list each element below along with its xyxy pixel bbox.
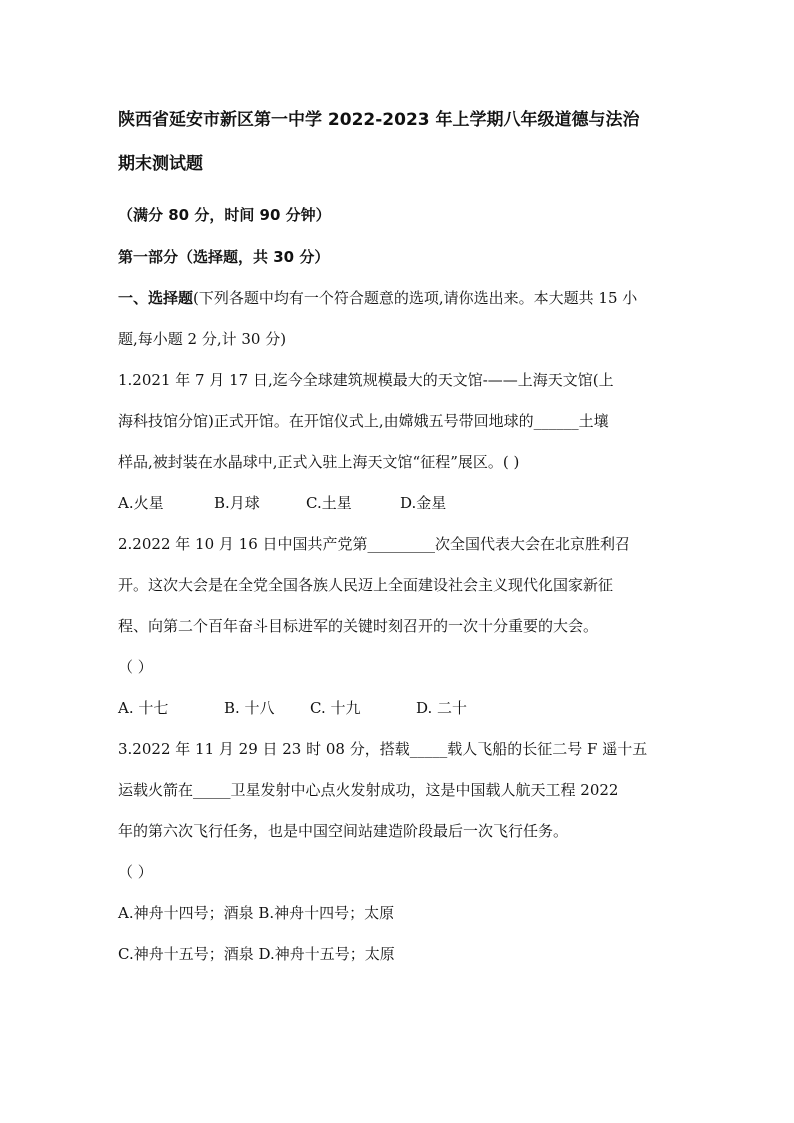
- question-3-options-row-2: C.神舟十五号；酒泉 D.神舟十五号；太原: [118, 945, 395, 963]
- question-3-line-3: 年的第六次飞行任务，也是中国空间站建造阶段最后一次飞行任务。: [118, 822, 569, 840]
- instruction-text-2: 题,每小题 2 分,计 30 分): [118, 330, 287, 348]
- question-2-option-c: C. 十九: [310, 699, 361, 717]
- question-1-option-d: D.金星: [400, 494, 447, 512]
- question-2-option-b: B. 十八: [224, 699, 275, 717]
- question-3-options-row-1: A.神舟十四号；酒泉 B.神舟十四号；太原: [118, 904, 395, 922]
- question-1-line-1: 1.2021 年 7 月 17 日,迄今全球建筑规模最大的天文馆-——上海天文馆(上: [118, 371, 614, 389]
- section-label: 一、选择题: [118, 289, 194, 307]
- question-2-line-1: 2.2022 年 10 月 16 日中国共产党第_________次全国代表大会在北京胜利召: [118, 535, 631, 553]
- question-2-options: [118, 688, 678, 729]
- question-3: [118, 729, 678, 893]
- question-1-options: [118, 483, 678, 524]
- doc-title-line-2: 期末测试题: [118, 154, 203, 174]
- question-2-line-3: 程、向第二个百年奋斗目标进军的关键时刻召开的一次十分重要的大会。: [118, 617, 599, 635]
- question-1: [118, 360, 678, 483]
- question-3-line-2: 运载火箭在_____卫星发射中心点火发射成功，这是中国载人航天工程 2022: [118, 781, 619, 799]
- doc-title-line-1: 陕西省延安市新区第一中学 2022-2023 年上学期八年级道德与法治: [118, 110, 640, 130]
- question-1-option-b: B.月球: [214, 494, 260, 512]
- score-note: （满分 80 分，时间 90 分钟）: [118, 206, 331, 224]
- instruction-text-1: (下列各题中均有一个符合题意的选项,请你选出来。本大题共 15 小: [193, 289, 638, 307]
- document-page: [118, 98, 678, 975]
- question-2-line-2: 开。这次大会是在全党全国各族人民迈上全面建设社会主义现代化国家新征: [118, 576, 614, 594]
- question-3-line-4: （ ）: [118, 863, 153, 881]
- question-1-option-c: C.土星: [306, 494, 352, 512]
- question-1-line-3: 样品,被封装在水晶球中,正式入驻上海天文馆“征程”展区。( ): [118, 453, 520, 471]
- question-1-option-a: A.火星: [118, 494, 164, 512]
- section-instructions: [118, 278, 678, 360]
- question-2-line-4: （ ）: [118, 658, 153, 676]
- part-heading: 第一部分（选择题，共 30 分）: [118, 248, 330, 266]
- question-1-line-2: 海科技馆分馆)正式开馆。在开馆仪式上,由嫦娥五号带回地球的______土壤: [118, 412, 609, 430]
- question-2: [118, 524, 678, 688]
- question-3-line-1: 3.2022 年 11 月 29 日 23 时 08 分，搭载_____载人飞船的长征二号 F 遥十五: [118, 740, 648, 758]
- question-2-option-d: D. 二十: [416, 699, 468, 717]
- question-2-option-a: A. 十七: [118, 699, 169, 717]
